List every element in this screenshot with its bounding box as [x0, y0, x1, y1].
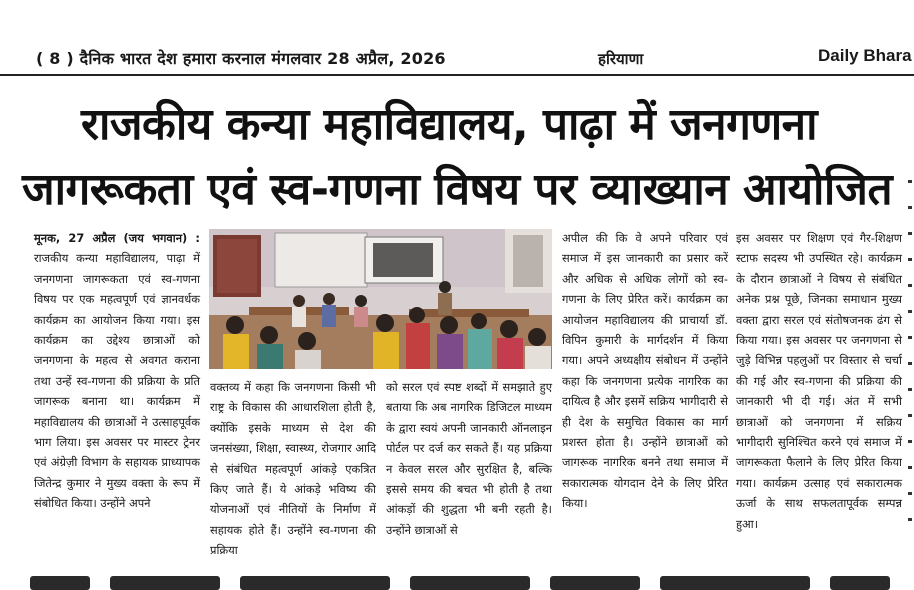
masthead-issue-line: ( 8 ) दैनिक भारत देश हमारा करनाल मंगलवार 28 अप्रैल, 2026: [36, 49, 446, 68]
masthead: [0, 0, 914, 78]
event-photo: [209, 229, 552, 369]
article-column-2: वक्तव्य में कहा कि जनगणना किसी भी राष्ट्र के विकास की आधारशिला होती है, क्योंकि इसके माध्यम से देश की जनसंख्या, शिक्षा, स्वास्थ्य, रोजगार आदि से संबंधित महत्वपूर्ण आंकड़े एकत्रित किए जाते हैं। ये आंकड़े भविष्य की योजनाओं एवं नीतियों के निर्माण में सहायक होते हैं। उन्होंने स्व-गणना की प्रक्रिया: [210, 380, 376, 558]
article-column-3: को सरल एवं स्पष्ट शब्दों में समझाते हुए बताया कि अब नागरिक डिजिटल माध्यम के द्वारा स्वयं अपनी जानकारी ऑनलाइन पोर्टल पर दर्ज कर सकते हैं। यह प्रक्रिया न केवल सरल और सुरक्षित है, बल्कि इससे समय की बचत भी होती है तथा आंकड़ों की शुद्धता भी बनी रहती है। उन्होंने छात्राओं से: [386, 380, 552, 537]
article-column-1: [34, 228, 200, 514]
section-name: हरियाणा: [598, 50, 644, 68]
dateline: मूनक, 27 अप्रैल (जय भगवान) :: [34, 231, 200, 245]
masthead-divider: [0, 74, 914, 76]
classroom-photo-illustration: [209, 229, 552, 369]
headline-line-2: जागरूकता एवं स्व-गणना विषय पर व्याख्यान आयोजित: [21, 164, 893, 215]
adjacent-column-edge: [906, 170, 914, 570]
next-article-heading-fragment: [0, 576, 914, 590]
newspaper-name: Daily Bhara: [818, 46, 912, 65]
headline-line-1: राजकीय कन्या महाविद्यालय, पाढ़ा में जनगणना: [81, 99, 817, 150]
article-column-4: अपील की कि वे अपने परिवार एवं समाज में इस जानकारी का प्रसार करें और अधिक से अधिक लोगों को स्व-गणना के लिए प्रेरित करें। कार्यक्रम का आयोजन महाविद्यालय की प्राचार्या डॉ. विपिन कुमारी के मार्गदर्शन में किया गया। अपने अध्यक्षीय संबोधन में उन्होंने कहा कि जनगणना प्रत्येक नागरिक का दायित्व है और इसमें सक्रिय भागीदारी से ही देश के समुचित विकास का मार्ग प्रशस्त होता है। उन्होंने छात्राओं को जागरूक नागरिक बनने तथा समाज में सकारात्मक योगदान देने के लिए प्रेरित किया।: [562, 231, 728, 511]
column-1-text: राजकीय कन्या महाविद्यालय, पाढ़ा में जनगणना जागरूकता एवं स्व-गणना विषय पर एक महत्वपूर्ण एवं ज्ञानवर्धक कार्यक्रम का आयोजन किया गया। इस कार्यक्रम का उद्देश्य छात्राओं को जनगणना के महत्व से अवगत कराना तथा उन्हें स्व-गणना की प्रक्रिया के प्रति जागरूक बनाना था। कार्यक्रम में महाविद्यालय की छात्राओं ने उत्साहपूर्वक भाग लिया। इस अवसर पर मास्टर ट्रेनर एवं अंग्रेज़ी विभाग के सहायक प्राध्यापक जितेन्द्र कुमार ने मुख्य वक्ता के रूप में संबोधित किया। उन्होंने अपने: [34, 251, 200, 511]
article-column-5: इस अवसर पर शिक्षण एवं गैर-शिक्षण स्टाफ सदस्य भी उपस्थित रहे। कार्यक्रम के दौरान छात्राओं ने विषय से संबंधित अनेक प्रश्न पूछे, जिनका समाधान मुख्य वक्ता द्वारा सरल एवं संतोषजनक ढंग से किया गया। इस अवसर पर जनगणना से जुड़े विभिन्न पहलुओं पर विस्तार से चर्चा की गई और स्व-गणना की प्रक्रिया की जानकारी भी दी गई। अंत में सभी छात्राओं को जनगणना में सक्रिय भागीदारी सुनिश्चित करने एवं समाज में जागरूकता फैलाने के लिए प्रेरित किया गया। कार्यक्रम उत्साह एवं सकारात्मक ऊर्जा के साथ सफलतापूर्वक सम्पन्न हुआ।: [736, 231, 902, 531]
